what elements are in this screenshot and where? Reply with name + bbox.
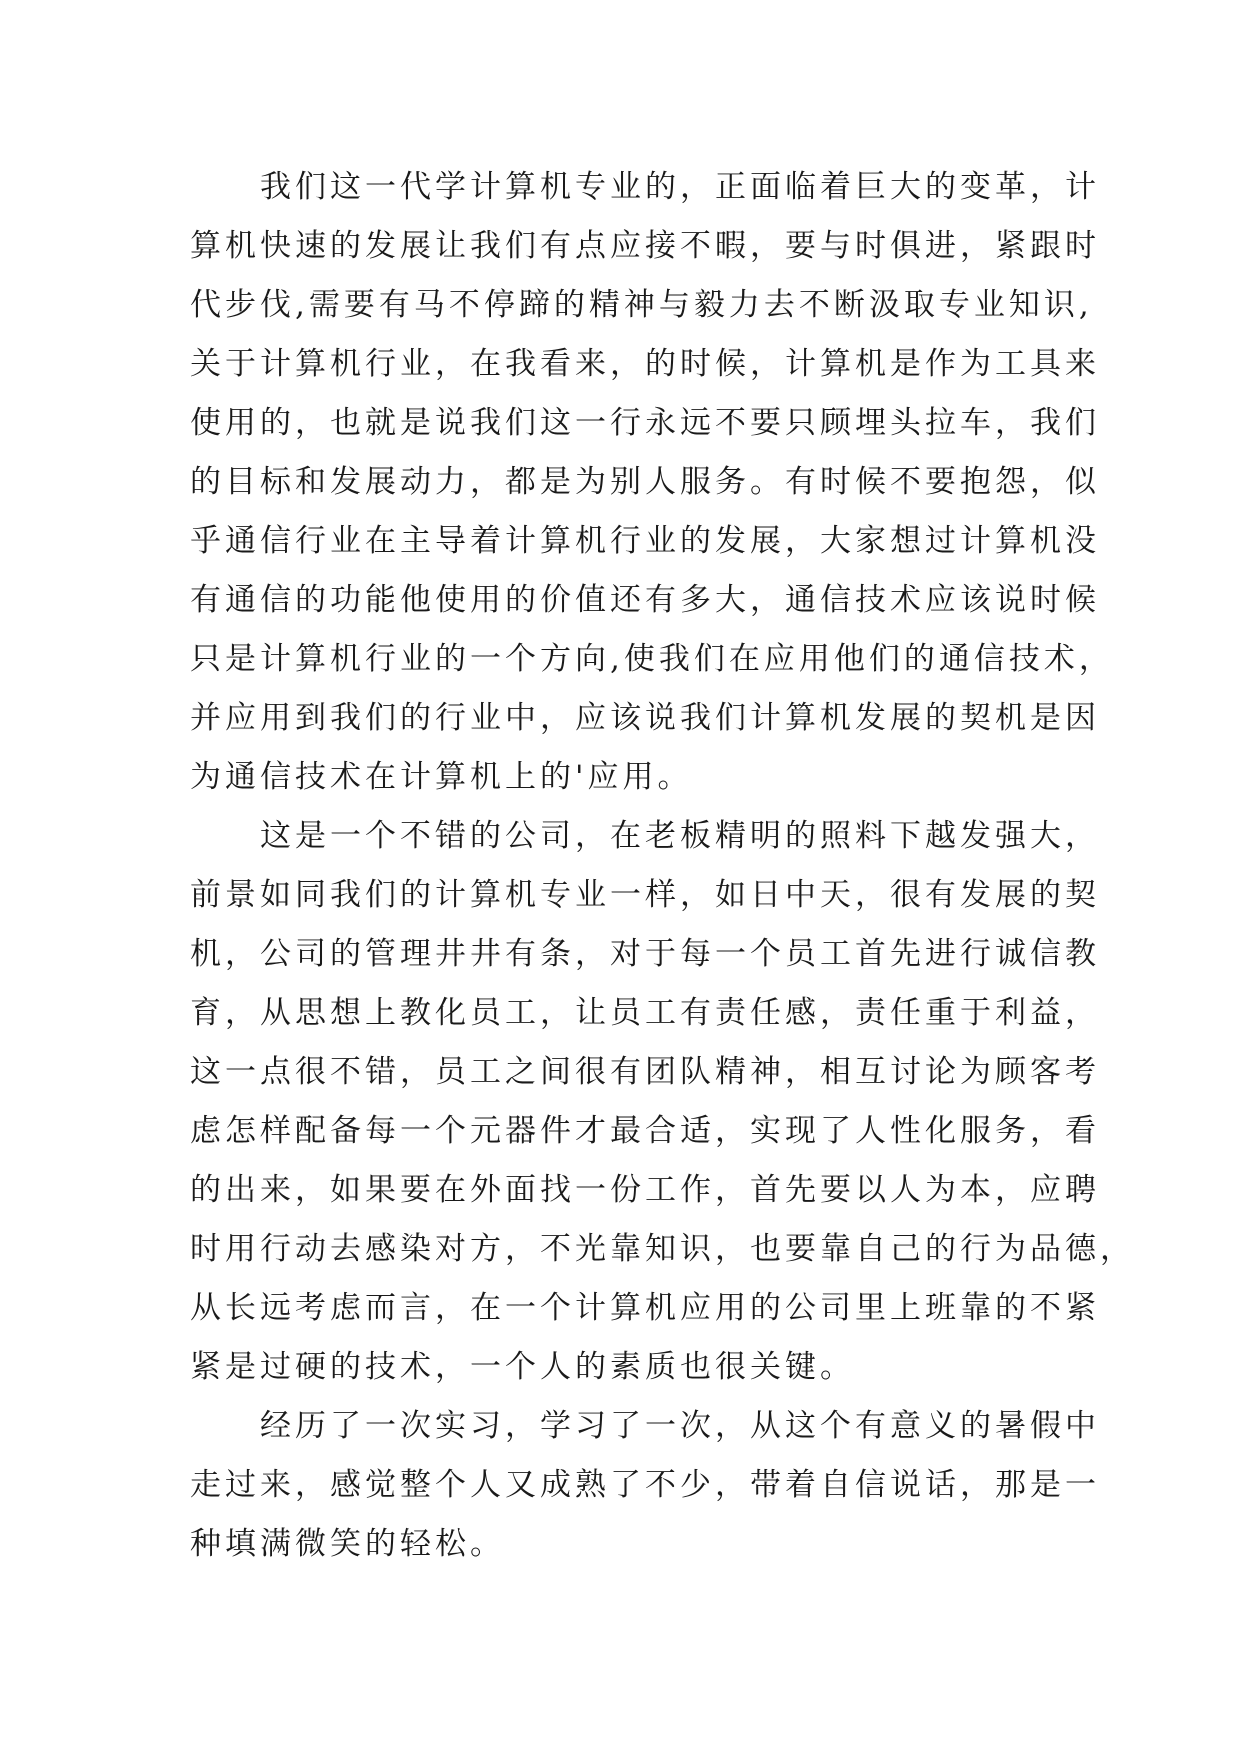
text-line: 的目标和发展动力，都是为别人服务。有时候不要抱怨，似	[190, 464, 1100, 500]
document-body	[190, 158, 1135, 1574]
text-line: 从长远考虑而言，在一个计算机应用的公司里上班靠的不紧	[190, 1290, 1100, 1326]
text-line: 前景如同我们的计算机专业一样，如日中天，很有发展的契	[190, 877, 1100, 913]
text-line: 时用行动去感染对方，不光靠知识，也要靠自己的行为品德，	[190, 1231, 1135, 1267]
text-line: 机，公司的管理井井有条，对于每一个员工首先进行诚信教	[190, 936, 1100, 972]
text-line: 的出来，如果要在外面找一份工作，首先要以人为本，应聘	[190, 1172, 1100, 1208]
text-line: 这一点很不错，员工之间很有团队精神，相互讨论为顾客考	[190, 1054, 1100, 1090]
text-line: 紧是过硬的技术，一个人的素质也很关键。	[190, 1349, 855, 1385]
text-line: 这是一个不错的公司，在老板精明的照料下越发强大，	[190, 818, 1100, 854]
text-line: 乎通信行业在主导着计算机行业的发展，大家想过计算机没	[190, 523, 1100, 559]
paragraph-2	[190, 807, 1135, 1397]
text-line: 算机快速的发展让我们有点应接不暇，要与时俱进，紧跟时	[190, 228, 1100, 264]
text-line: 育，从思想上教化员工，让员工有责任感，责任重于利益，	[190, 995, 1100, 1031]
text-line: 我们这一代学计算机专业的，正面临着巨大的变革，计	[190, 169, 1100, 205]
text-line: 经历了一次实习，学习了一次，从这个有意义的暑假中	[190, 1408, 1100, 1444]
paragraph-3	[190, 1397, 1100, 1574]
text-line: 种填满微笑的轻松。	[190, 1526, 505, 1562]
text-line: 使用的，也就是说我们这一行永远不要只顾埋头拉车，我们	[190, 405, 1100, 441]
text-line: 关于计算机行业，在我看来，的时候，计算机是作为工具来	[190, 346, 1100, 382]
text-line: 有通信的功能他使用的价值还有多大，通信技术应该说时候	[190, 582, 1100, 618]
text-line: 代步伐,需要有马不停蹄的精神与毅力去不断汲取专业知识,	[190, 287, 1093, 323]
text-line: 只是计算机行业的一个方向,使我们在应用他们的通信技术，	[190, 641, 1114, 677]
text-line: 走过来，感觉整个人又成熟了不少，带着自信说话，那是一	[190, 1467, 1100, 1503]
text-line: 虑怎样配备每一个元器件才最合适，实现了人性化服务，看	[190, 1113, 1100, 1149]
paragraph-1	[190, 158, 1114, 807]
text-line: 并应用到我们的行业中，应该说我们计算机发展的契机是因	[190, 700, 1100, 736]
text-line: 为通信技术在计算机上的'应用。	[190, 759, 693, 795]
